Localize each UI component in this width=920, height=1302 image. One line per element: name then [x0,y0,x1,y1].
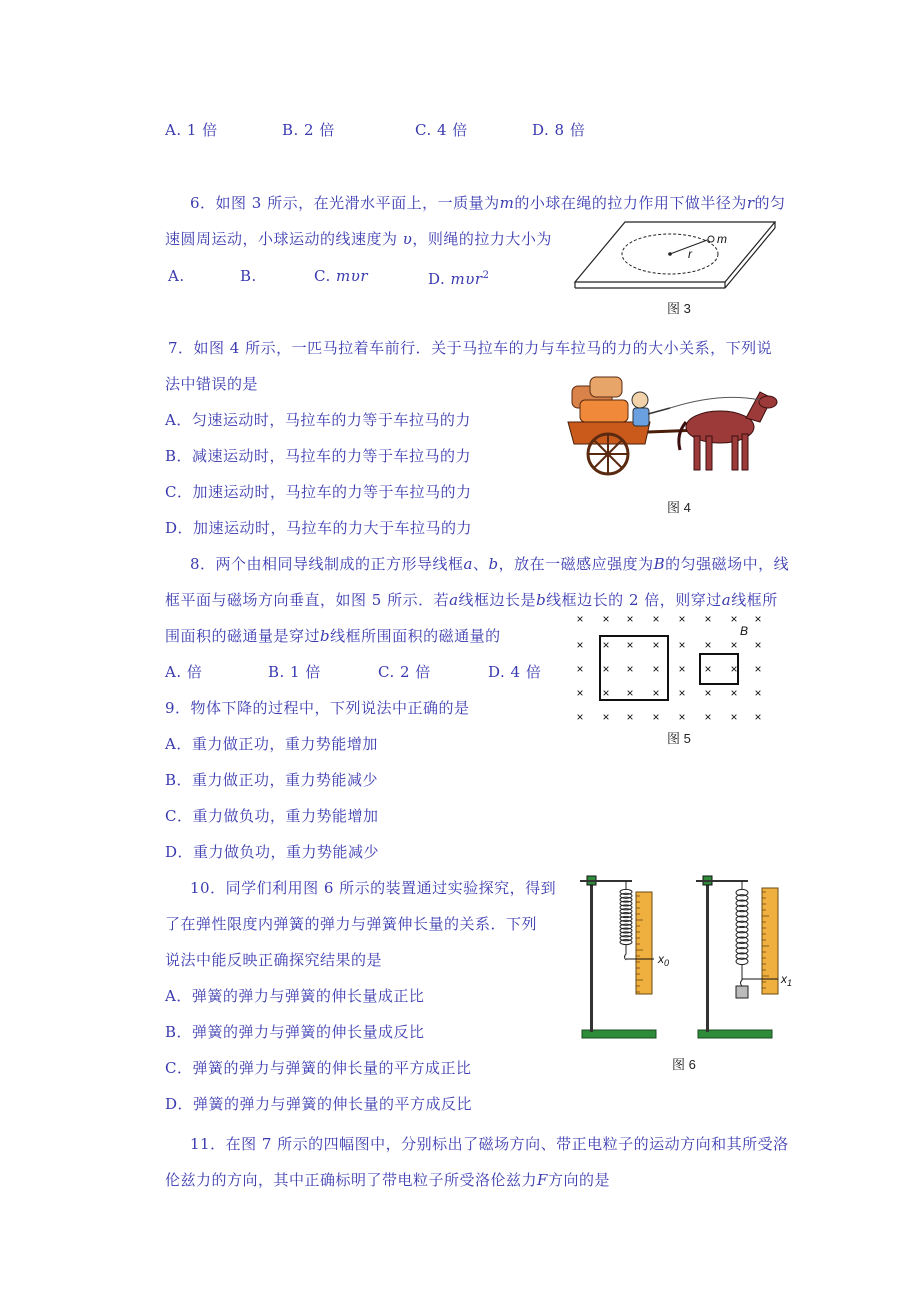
field-cross-mark: × [652,686,660,701]
q6-option-a: A. [168,267,185,285]
field-cross-mark: × [626,612,634,627]
q5-option-a: A. 1 倍 [165,121,218,139]
field-cross-mark: × [576,710,584,725]
q9-line-1: 9．物体下降的过程中，下列说法中正确的是 [165,699,470,717]
q10-option-b: B．弹簧的弹力与弹簧的伸长量成反比 [165,1023,425,1041]
q7-option-b: B．减速运动时，马拉车的力等于车拉马的力 [165,447,472,465]
field-cross-mark: × [652,612,660,627]
field-cross-mark: × [626,686,634,701]
figure-3-caption: 图 3 [667,301,691,316]
q10-option-c: C．弹簧的弹力与弹簧的伸长量的平方成正比 [165,1059,472,1077]
field-cross-mark: × [704,686,712,701]
field-cross-mark: × [678,662,686,677]
field-cross-mark: × [704,662,712,677]
field-cross-mark: × [704,612,712,627]
field-cross-mark: × [754,710,762,725]
q7-line-2: 法中错误的是 [165,375,259,393]
figure-6-x0-label: $x_0$ [658,952,670,968]
spring-hook [741,964,743,986]
q6-option-c: C. mυr [314,267,369,285]
field-cross-mark: × [704,710,712,725]
q10-option-a: A．弹簧的弹力与弹簧的伸长量成正比 [165,987,425,1005]
field-cross-mark: × [602,612,610,627]
field-cross-mark: × [652,710,660,725]
q9-option-b: B．重力做正功，重力势能减少 [165,771,379,789]
q8-option-b: B. 1 倍 [268,663,321,681]
field-cross-mark: × [704,638,712,653]
q10-option-d: D．弹簧的弹力与弹簧的伸长量的平方成反比 [165,1095,473,1113]
field-cross-mark: × [730,686,738,701]
field-cross-mark: × [730,638,738,653]
field-cross-mark: × [754,686,762,701]
field-cross-mark: × [754,638,762,653]
field-cross-mark: × [678,686,686,701]
field-cross-mark: × [678,710,686,725]
field-cross-mark: × [678,612,686,627]
q7-option-d: D．加速运动时，马拉车的力大于车拉马的力 [165,519,473,537]
field-cross-mark: × [652,662,660,677]
field-cross-mark: × [576,662,584,677]
field-cross-mark: × [626,638,634,653]
q7-option-a: A．匀速运动时，马拉车的力等于车拉马的力 [165,411,471,429]
figure-5-magnetic-field [568,608,778,728]
field-cross-mark: × [626,710,634,725]
q6-line-1: 6．如图 3 所示，在光滑水平面上，一质量为m的小球在绳的拉力作用下做半径为r的匀 [190,194,786,212]
field-cross-mark: × [602,662,610,677]
q8-line-2: 框平面与磁场方向垂直，如图 5 所示．若a线框边长是b线框边长的 2 倍，则穿过a线框所 [165,591,778,609]
spring-hook [625,944,627,960]
q5-option-d: D. 8 倍 [532,121,586,139]
q11-line-2: 伦兹力的方向，其中正确标明了带电粒子所受洛伦兹力F方向的是 [165,1171,610,1189]
field-cross-mark: × [576,612,584,627]
figure-4-horse-cart [560,372,780,482]
figure-3-plane [570,220,780,300]
q8-line-3: 围面积的磁通量是穿过b线框所围面积的磁通量的 [165,627,501,645]
figure-3-r-label: r [688,247,692,261]
q8-option-a: A. 倍 [165,663,203,681]
field-cross-mark: × [652,638,660,653]
q10-line-1: 10．同学们利用图 6 所示的装置通过实验探究，得到 [190,879,557,897]
q9-option-c: C．重力做负功，重力势能增加 [165,807,379,825]
field-cross-mark: × [576,638,584,653]
q7-option-c: C．加速运动时，马拉车的力等于车拉马的力 [165,483,472,501]
field-cross-mark: × [576,686,584,701]
field-cross-mark: × [754,612,762,627]
figure-4-caption: 图 4 [667,500,691,515]
q9-option-a: A．重力做正功，重力势能增加 [165,735,378,753]
field-cross-mark: × [602,686,610,701]
field-cross-mark: × [754,662,762,677]
q10-line-2: 了在弹性限度内弹簧的弹力与弹簧伸长量的关系．下列 [165,915,538,933]
q8-line-1: 8．两个由相同导线制成的正方形导线框a、b，放在一磁感应强度为B的匀强磁场中，线 [190,555,790,573]
q5-option-c: C. 4 倍 [415,121,468,139]
field-cross-mark: × [730,612,738,627]
q8-option-d: D. 4 倍 [488,663,542,681]
q6-option-b: B. [240,267,257,285]
q9-option-d: D．重力做负功，重力势能减少 [165,843,380,861]
figure-6-caption: 图 6 [672,1057,696,1072]
figure-6-x1-label: $x_1$ [781,972,793,988]
figure-5-b-label: B [740,624,749,638]
figure-6-spring-apparatus [570,868,810,1048]
field-cross-mark: × [730,662,738,677]
q6-option-d: D. mυr$^2$ [428,270,490,288]
figure-5-caption: 图 5 [667,731,691,746]
field-cross-mark: × [626,662,634,677]
q5-option-b: B. 2 倍 [282,121,335,139]
field-cross-mark: × [678,638,686,653]
q8-option-c: C. 2 倍 [378,663,431,681]
field-cross-mark: × [602,638,610,653]
figure-3-m-label: m [717,232,727,246]
q6-line-2: 速圆周运动，小球运动的线速度为 υ，则绳的拉力大小为 [165,230,552,248]
q10-line-3: 说法中能反映正确探究结果的是 [165,951,383,969]
field-cross-mark: × [602,710,610,725]
q11-line-1: 11．在图 7 所示的四幅图中，分别标出了磁场方向、带正电粒子的运动方向和其所受洛 [190,1135,789,1153]
q7-line-1: 7．如图 4 所示，一匹马拉着车前行．关于马拉车的力与车拉马的力的大小关系，下列说 [168,339,773,357]
field-cross-mark: × [730,710,738,725]
